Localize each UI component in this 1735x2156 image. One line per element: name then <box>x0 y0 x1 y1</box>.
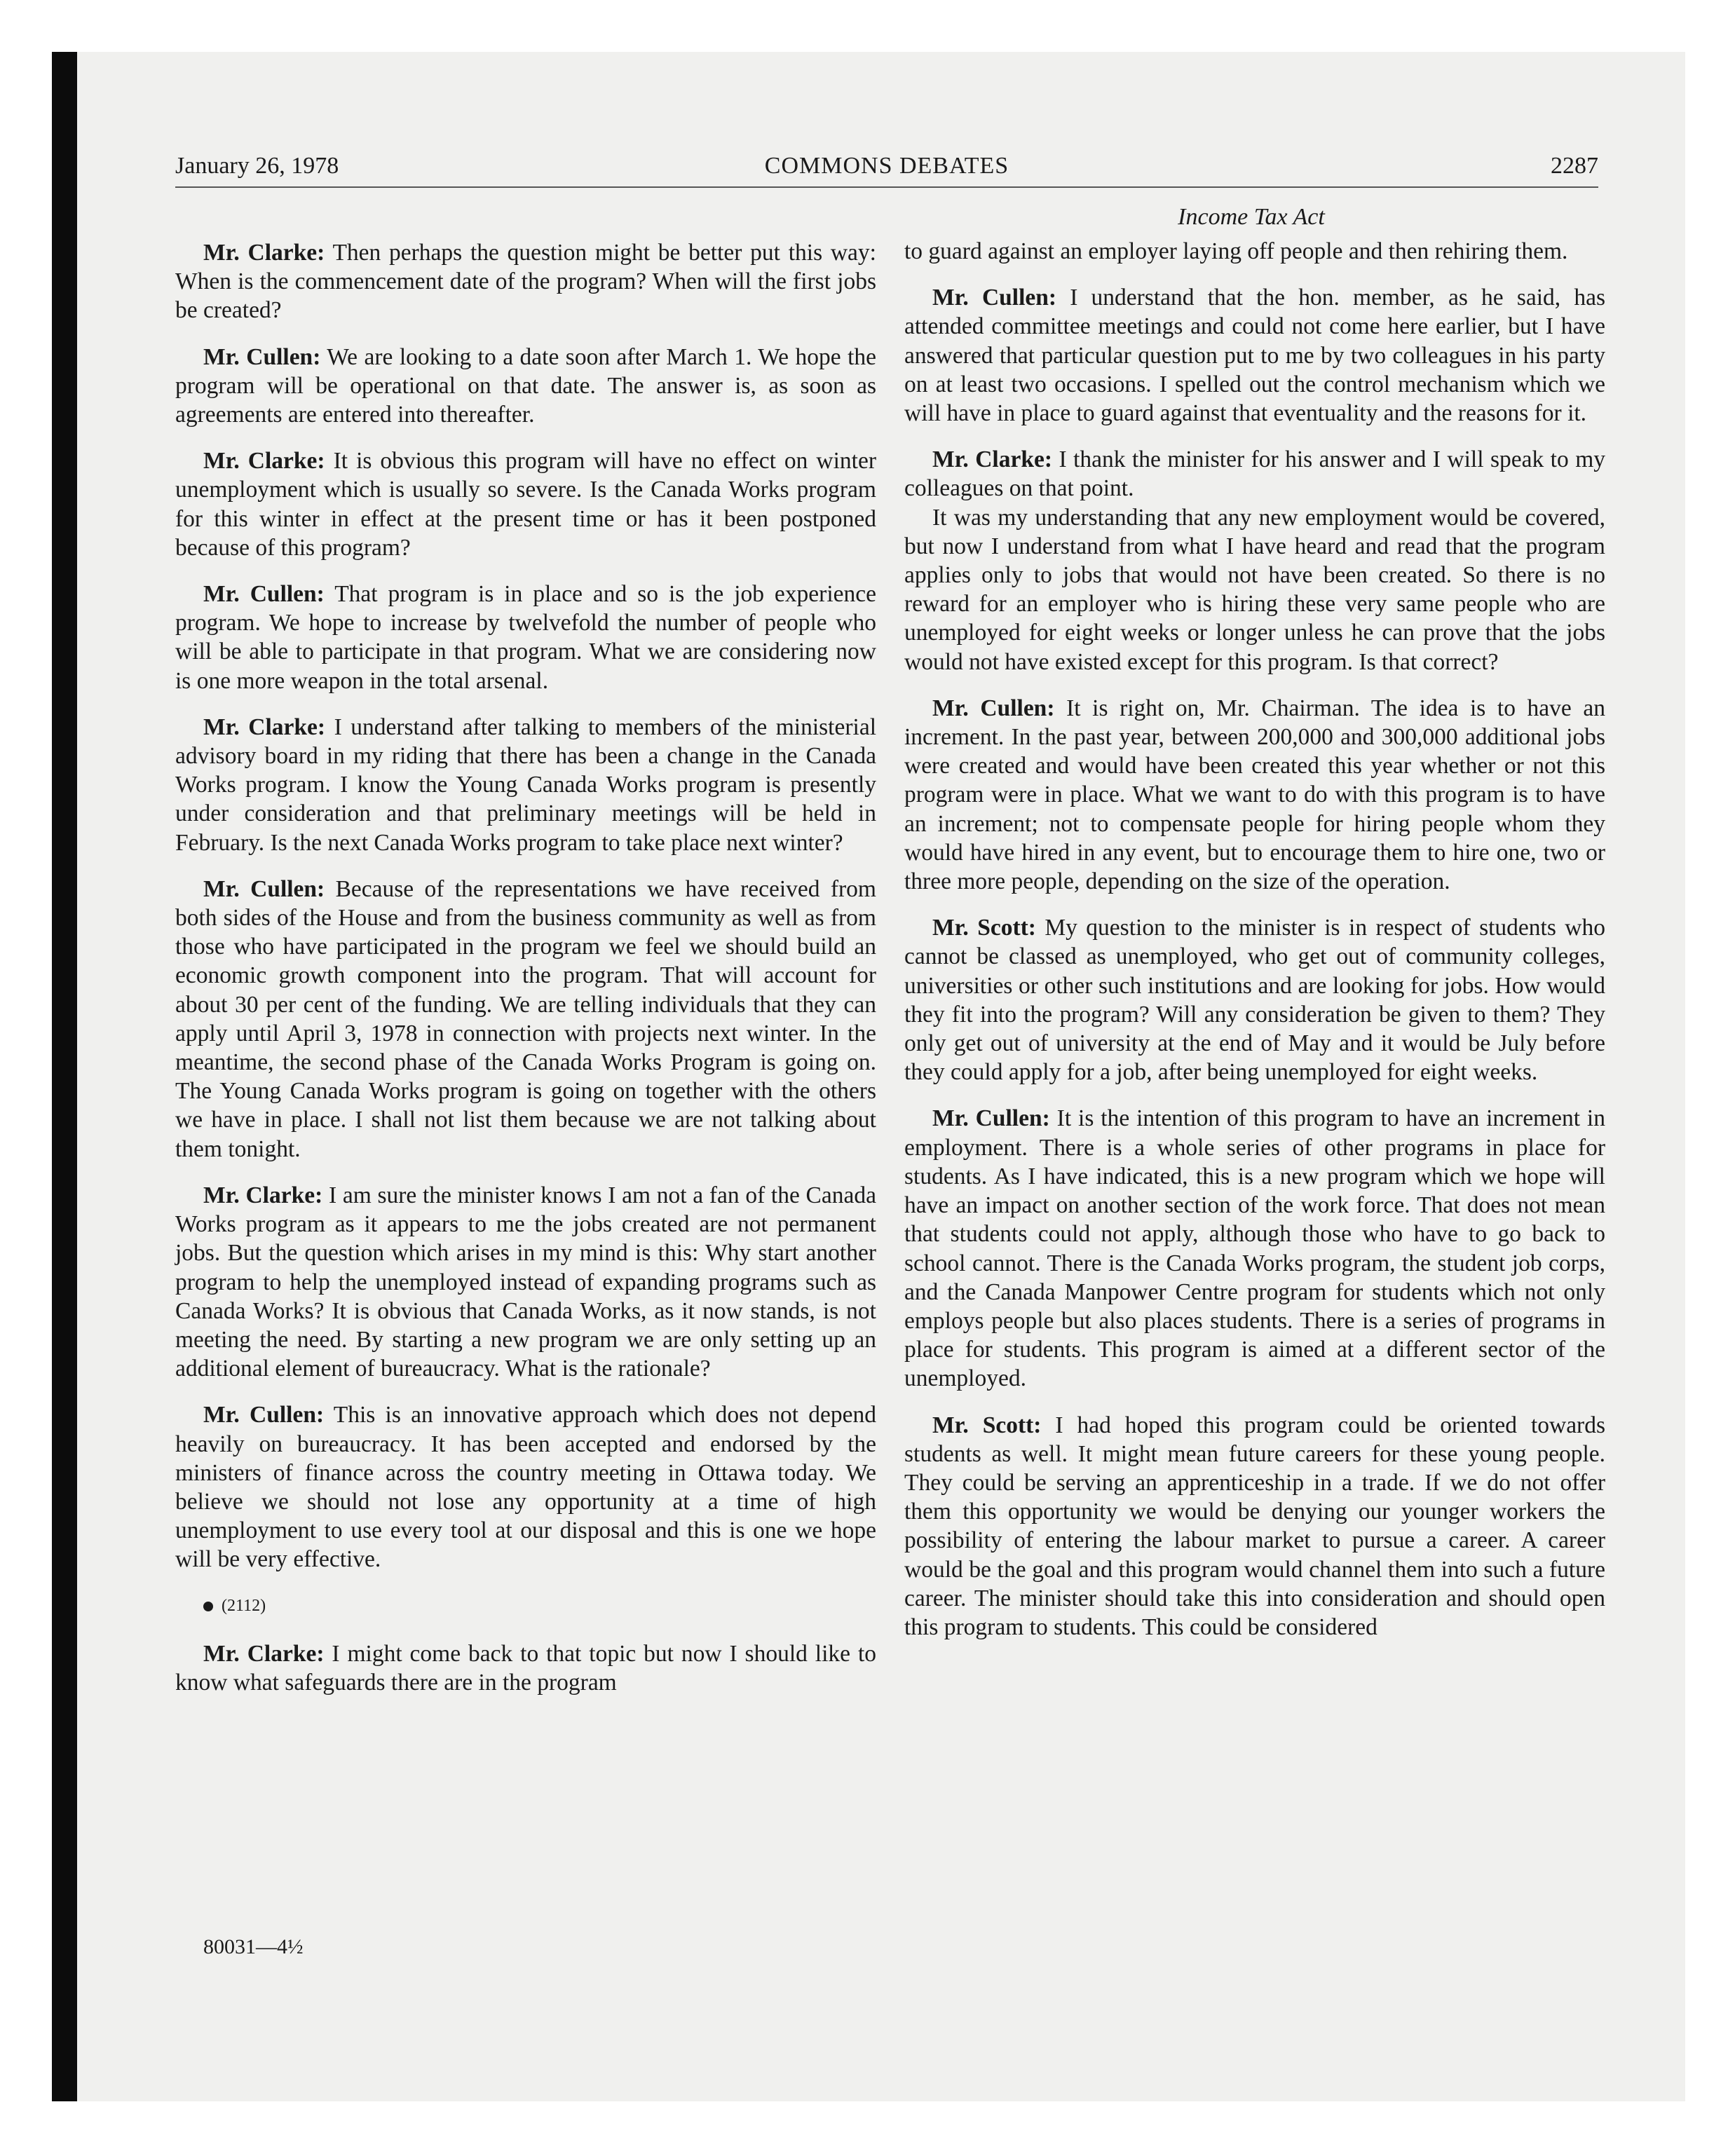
paragraph <box>175 580 876 695</box>
binding-edge <box>52 52 77 2101</box>
speaker-name: Mr. Clarke: <box>932 446 1053 473</box>
timestamp-text: (2112) <box>222 1596 266 1615</box>
right-column <box>904 237 1605 1642</box>
paragraph-text: I might come back to that topic but now I should like to know what safeguards there are in the program <box>175 1640 877 1696</box>
paragraph-text: I understand that the hon. member, as he said, has attended committee meetings and could not come here earlier, but I have answered that particular question put to me by two colleagues in his party on at least two occasions. I spelled out the control mechanism which we will have in place to guard against that eventuality and the reasons for it. <box>904 285 1605 427</box>
paragraph <box>904 503 1605 676</box>
paragraph <box>175 446 876 562</box>
paragraph <box>904 1411 1605 1642</box>
speaker-name: Mr. Scott: <box>932 915 1036 941</box>
speaker-name: Mr. Cullen: <box>203 875 325 902</box>
speaker-name: Mr. Clarke: <box>203 1182 323 1208</box>
paragraph-text: It is the intention of this program to have an increment in employment. There is a whole series of other programs in place for students. As I have indicated, this is a new program which we hope will have an impact on another section of the work force. That does not mean that students could not apply, although those who have to go back to school cannot. There is the Canada Works program, the student job corps, and the Canada Manpower Centre program for students which not only employs people but also places students. There is a series of programs in place for students. This program is aimed at a different sector of the unemployed. <box>904 1105 1605 1392</box>
speaker-name: Mr. Scott: <box>932 1412 1042 1438</box>
paragraph-text: It is right on, Mr. Chairman. The idea is to have an increment. In the past year, between 200,000 and 300,000 additional jobs were created and would have been created this year whether or not this program were in place. What we want to do with this program is to have an increment; not to compensate people for hiring people whom they would have hired in any event, but to encourage them to hire one, two or three more people, depending on the size of the operation. <box>904 695 1605 895</box>
bullet-icon <box>203 1602 213 1611</box>
paragraph-text: Then perhaps the question might be better put this way: When is the commencement date of the program? When will the first jobs be created? <box>175 240 876 324</box>
speaker-name: Mr. Cullen: <box>203 1402 325 1428</box>
footer-code: 80031—4½ <box>203 1935 304 1958</box>
speaker-name: Mr. Cullen: <box>932 695 1055 721</box>
page-number: 2287 <box>1551 153 1598 179</box>
left-column <box>175 238 876 1697</box>
paragraph <box>904 283 1605 428</box>
paragraph-text: It was my understanding that any new employment would be covered, but now I understand from what I have heard and read that the program applies only to jobs that would not have been created. So there is no reward for an employer who is hiring these very same people who are unemployed for eight weeks or longer unless he can prove that the jobs would not have existed except for this program. Is that correct? <box>904 504 1605 675</box>
paragraph-text: I am sure the minister knows I am not a fan of the Canada Works program as it appears to me the jobs created are not permanent jobs. But the question which arises in my mind is this: Why start another program to help the unemployed instead of expanding programs such as Canada Works? It is obvious that Canada Works, as it now stands, is not meeting the need. By starting a new program we are only setting up an additional element of bureaucracy. What is the rationale? <box>175 1182 877 1382</box>
speaker-name: Mr. Clarke: <box>203 240 325 266</box>
header-title: COMMONS DEBATES <box>764 153 1009 179</box>
paragraph <box>175 1181 876 1383</box>
paragraph <box>904 445 1605 503</box>
paragraph-text: It is obvious this program will have no effect on winter unemployment which is usually so severe. Is the Canada Works program for this winter in effect at the present time or has it been postponed because of this program? <box>175 448 877 561</box>
paragraph-continuation: to guard against an employer laying off people and then rehiring them. <box>904 238 1568 264</box>
running-head: Income Tax Act <box>1178 204 1325 230</box>
paragraph <box>175 1400 876 1574</box>
paragraph-text: I thank the minister for his answer and I will speak to my colleagues on that point. <box>904 446 1605 502</box>
paragraph-text: This is an innovative approach which does not depend heavily on bureaucracy. It has been accepted and endorsed by the ministers of finance across the country meeting in Ottawa today. We believe we should not lose any opportunity at a time of high unemployment to use every tool at our disposal and this is one we hope will be very effective. <box>175 1402 876 1573</box>
speaker-name: Mr. Cullen: <box>932 1105 1050 1132</box>
paragraph-text: That program is in place and so is the job experience program. We hope to increase by twelvefold the number of people who will be able to participate in that program. What we are considering now is one more weapon in the total arsenal. <box>175 581 876 694</box>
paragraph-text: I understand after talking to members of the ministerial advisory board in my riding that there has been a change in the Canada Works program. I know the Young Canada Works program is presently under consideration and that preliminary meetings will be held in February. Is the next Canada Works program to take place next winter? <box>175 714 877 856</box>
paragraph <box>175 238 876 325</box>
paragraph <box>175 875 876 1164</box>
paragraph <box>175 1639 876 1697</box>
paragraph-text: My question to the minister is in respect of students who cannot be classed as unemployed, who get out of community colleges, universities or other such institutions and are looking for jobs. How would they fit into the program? Will any consideration be given to them? They only get out of university at the end of May and it would be July before they could apply for a job, after being unemployed for eight weeks. <box>904 915 1605 1086</box>
paragraph <box>175 343 876 430</box>
timestamp-marker <box>203 1592 876 1620</box>
speaker-name: Mr. Clarke: <box>203 448 325 475</box>
speaker-name: Mr. Clarke: <box>203 714 326 740</box>
speaker-name: Mr. Cullen: <box>932 285 1057 311</box>
paragraph-text: Because of the representations we have received from both sides of the House and from the business community as well as from those who have participated in the program we feel we should build an economic growth component into the program. That will account for about 30 per cent of the funding. We are telling individuals that they can apply until April 3, 1978 in connection with projects next winter. In the meantime, the second phase of the Canada Works Program is going on. The Young Canada Works program is going on together with the others we have in place. I shall not list them because we are not talking about them tonight. <box>175 875 876 1162</box>
speaker-name: Mr. Cullen: <box>203 581 325 608</box>
paragraph-text: We are looking to a date soon after March 1. We hope the program will be operational on that date. The answer is, as soon as agreements are entered into thereafter. <box>175 343 876 428</box>
page-header <box>175 146 1598 188</box>
paragraph <box>175 713 876 857</box>
speaker-name: Mr. Clarke: <box>203 1640 325 1667</box>
paragraph <box>904 694 1605 896</box>
header-date: January 26, 1978 <box>175 153 339 179</box>
speaker-name: Mr. Cullen: <box>203 343 321 370</box>
paragraph <box>904 913 1605 1086</box>
paragraph <box>904 1104 1605 1393</box>
paragraph-text: I had hoped this program could be oriented towards students as well. It might mean future careers for these young people. They could be serving an apprenticeship in a trade. If we do not offer them this opportunity we would be denying our younger workers the possibility of entering the labour market to pursue a career. A career would be the goal and this program would channel them into such a future career. The minister should take this into consideration and should open this program to students. This could be considered <box>904 1412 1606 1640</box>
